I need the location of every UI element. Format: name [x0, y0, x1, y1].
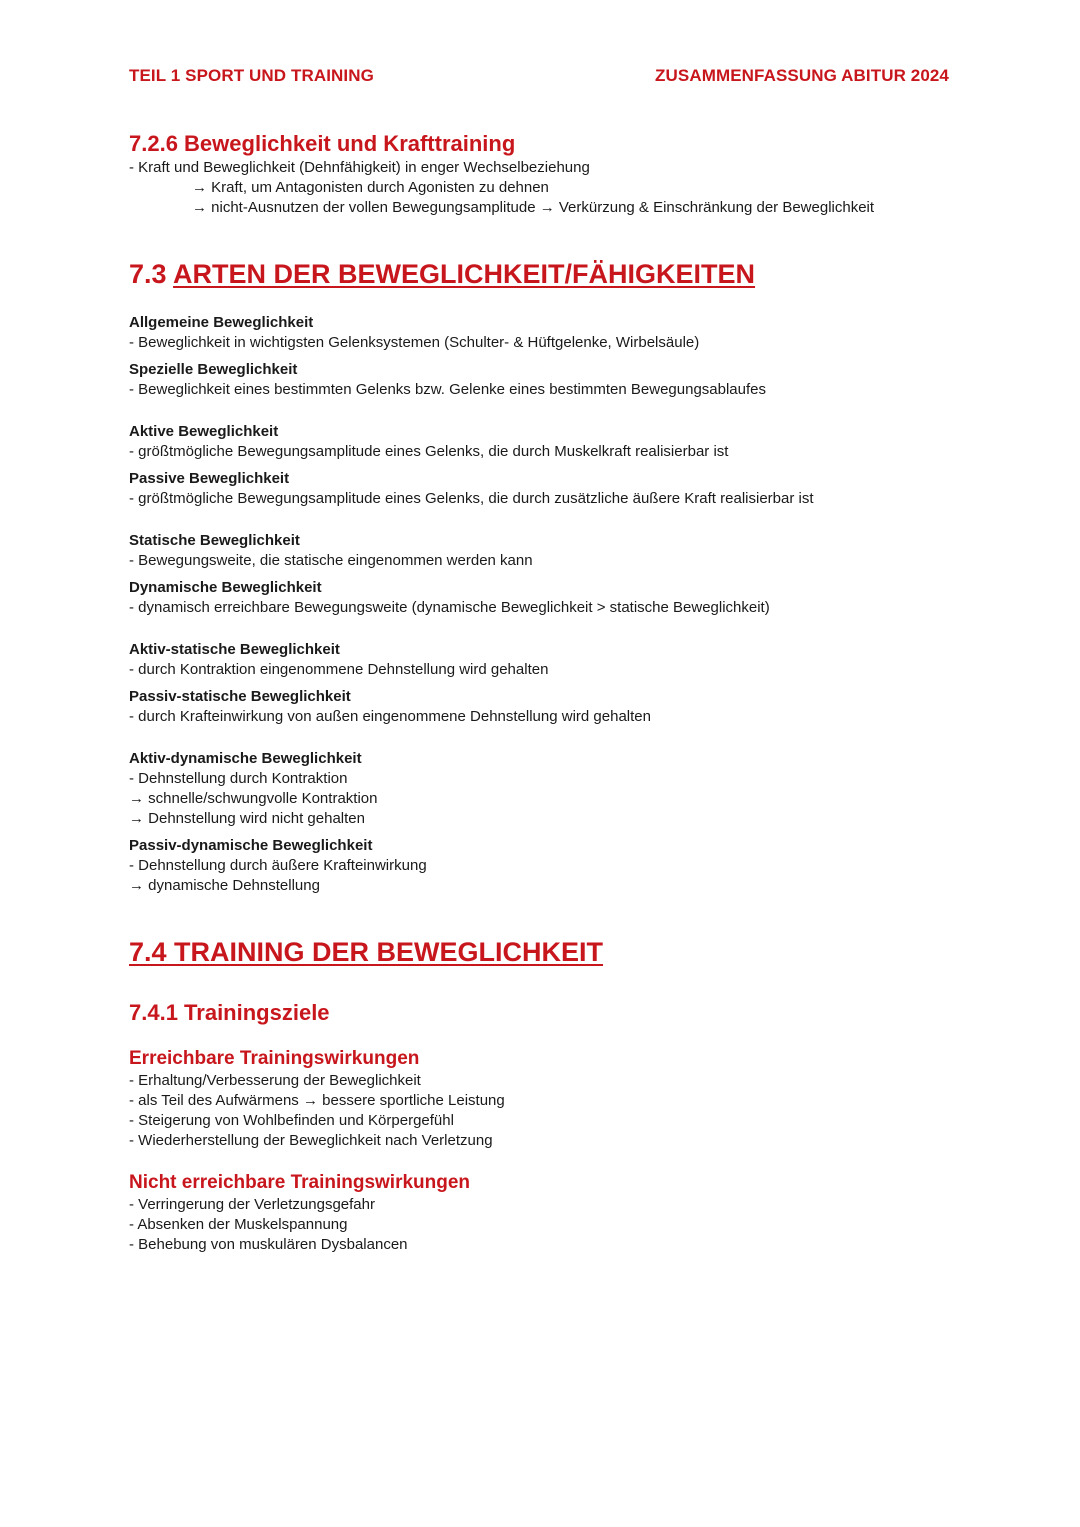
section-741-title: 7.4.1 Trainingsziele: [129, 1000, 330, 1025]
definition-passiv-dynamische: [129, 836, 427, 896]
section-74-heading: [129, 937, 603, 968]
definition-passive: [129, 469, 814, 509]
definition-aktive: [129, 422, 728, 462]
section-726-body: [129, 158, 874, 218]
body-line: - Kraft und Beweglichkeit (Dehnfähigkeit) in enger Wechselbeziehung: [129, 159, 590, 176]
definition-term: Passiv-dynamische Beweglichkeit: [129, 837, 373, 854]
header-left: TEIL 1 SPORT UND TRAINING: [129, 66, 374, 85]
list-item: - Behebung von muskulären Dysbalancen: [129, 1236, 408, 1253]
section-73-number: 7.3: [129, 259, 174, 289]
definition-line: - Bewegungsweite, die statische eingenommen werden kann: [129, 552, 533, 569]
definition-term: Dynamische Beweglichkeit: [129, 579, 322, 596]
definition-line: → Dehnstellung wird nicht gehalten: [129, 810, 365, 827]
definition-line: - Dehnstellung durch äußere Krafteinwirkung: [129, 857, 427, 874]
definition-line: → schnelle/schwungvolle Kontraktion: [129, 790, 378, 807]
definition-term: Allgemeine Beweglichkeit: [129, 314, 314, 331]
definition-allgemeine: [129, 313, 699, 353]
definition-aktiv-statische: [129, 640, 548, 680]
list-item: - Absenken der Muskelspannung: [129, 1216, 348, 1233]
definition-term: Aktiv-dynamische Beweglichkeit: [129, 750, 362, 767]
body-line: → nicht-Ausnutzen der vollen Bewegungsamplitude → Verkürzung & Einschränkung der Beweglichkeit: [192, 199, 875, 216]
not-achievable-title: Nicht erreichbare Trainingswirkungen: [129, 1172, 471, 1193]
list-item: - Erhaltung/Verbesserung der Beweglichkeit: [129, 1072, 421, 1089]
list-item: - Wiederherstellung der Beweglichkeit nach Verletzung: [129, 1132, 493, 1149]
definition-statische: [129, 531, 533, 571]
list-item: - Steigerung von Wohlbefinden und Körpergefühl: [129, 1112, 454, 1129]
definition-term: Aktiv-statische Beweglichkeit: [129, 641, 340, 658]
list-item: - Verringerung der Verletzungsgefahr: [129, 1196, 375, 1213]
definition-term: Passive Beweglichkeit: [129, 470, 290, 487]
definition-term: Statische Beweglichkeit: [129, 532, 300, 549]
definition-aktiv-dynamische: [129, 749, 377, 829]
definition-line: - durch Krafteinwirkung von außen eingenommene Dehnstellung wird gehalten: [129, 708, 651, 725]
section-73-heading: [129, 259, 755, 290]
definition-term: Spezielle Beweglichkeit: [129, 361, 298, 378]
definition-passiv-statische: [129, 687, 651, 727]
body-line: → Kraft, um Antagonisten durch Agonisten zu dehnen: [192, 179, 549, 196]
section-726-title: 7.2.6 Beweglichkeit und Krafttraining: [129, 131, 516, 156]
achievable-title: Erreichbare Trainingswirkungen: [129, 1048, 420, 1069]
definition-line: - durch Kontraktion eingenommene Dehnstellung wird gehalten: [129, 661, 549, 678]
header-right: ZUSAMMENFASSUNG ABITUR 2024: [655, 66, 949, 85]
section-73-title: ARTEN DER BEWEGLICHKEIT/FÄHIGKEITEN: [173, 259, 756, 289]
list-item: - als Teil des Aufwärmens → bessere sportliche Leistung: [129, 1092, 505, 1109]
definition-line: - Dehnstellung durch Kontraktion: [129, 770, 348, 787]
definition-line: - dynamisch erreichbare Bewegungsweite (dynamische Beweglichkeit > statische Beweglichkeit): [129, 599, 770, 616]
definition-term: Passiv-statische Beweglichkeit: [129, 688, 351, 705]
definition-line: - größtmögliche Bewegungsamplitude eines Gelenks, die durch Muskelkraft realisierbar ist: [129, 443, 729, 460]
not-achievable-list: [129, 1195, 408, 1255]
definition-line: - größtmögliche Bewegungsamplitude eines Gelenks, die durch zusätzliche äußere Kraft realisierbar ist: [129, 490, 814, 507]
definition-line: → dynamische Dehnstellung: [129, 877, 320, 894]
definition-line: - Beweglichkeit in wichtigsten Gelenksystemen (Schulter- & Hüftgelenke, Wirbelsäule): [129, 334, 700, 351]
definition-spezielle: [129, 360, 766, 400]
definition-term: Aktive Beweglichkeit: [129, 423, 279, 440]
achievable-list: [129, 1071, 505, 1151]
definition-dynamische: [129, 578, 770, 618]
definition-line: - Beweglichkeit eines bestimmten Gelenks bzw. Gelenke eines bestimmten Bewegungsablaufes: [129, 381, 767, 398]
section-74-title: 7.4 TRAINING DER BEWEGLICHKEIT: [129, 937, 604, 967]
